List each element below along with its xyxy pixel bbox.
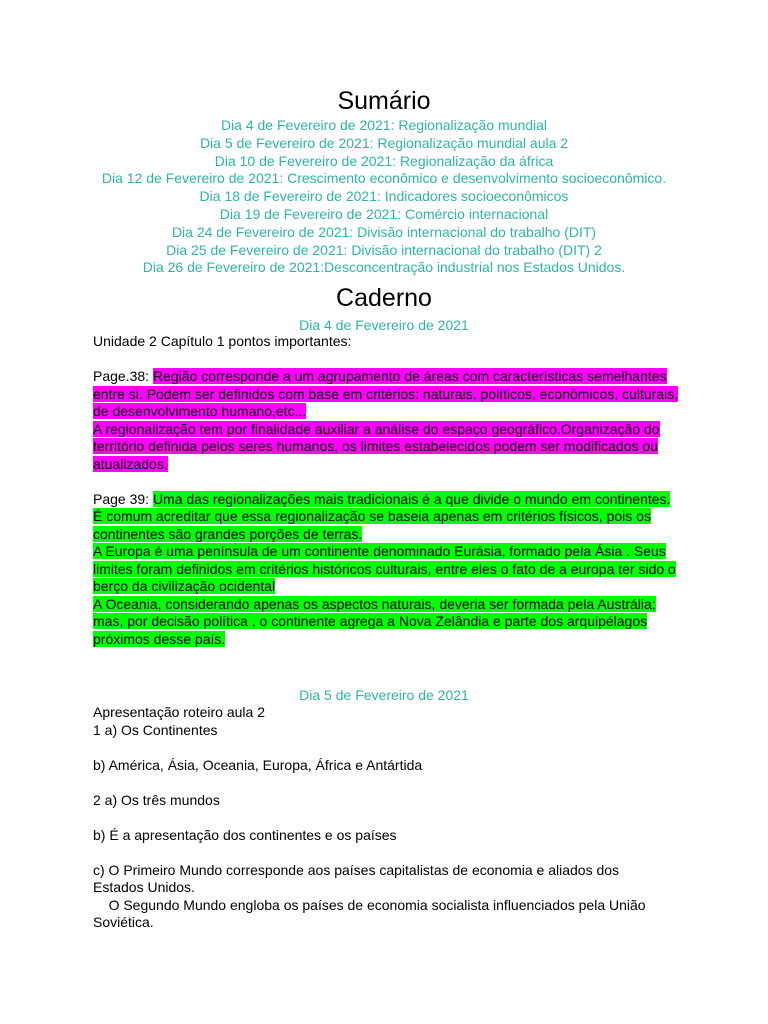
toc-link[interactable]: Dia 19 de Fevereiro de 2021: Comércio internacional bbox=[219, 205, 549, 222]
toc-link[interactable]: Dia 12 de Fevereiro de 2021: Crescimento econômico e desenvolvimento socioeconômico. bbox=[101, 170, 667, 187]
highlighted-text: Região corresponde a um agrupamento de áreas com características semelhantes entre si. Podem ser definidos com base em critérios: naturais, políticos, econômicos, culturais, de desenvolvimento humano,etc... bbox=[93, 368, 679, 419]
highlighted-text: Uma das regionalizações mais tradicionais é a que divide o mundo em continentes. É comum acreditar que essa regionalização se baseia apenas em critérios físicos, pois os continentes são grandes porções de terras. bbox=[93, 490, 671, 542]
spacer bbox=[93, 351, 683, 369]
highlighted-text: A regionalização tem por finalidade auxiliar a análise do espaço geográfico.Organização do território definida pelos seres humanos, os limites estabelecidos podem ser modificados ou atualizados. bbox=[93, 420, 660, 472]
note-line: O Segundo Mundo engloba os países de economia socialista influenciados pela União Soviética. bbox=[93, 896, 650, 930]
section-date: Dia 5 de Fevereiro de 2021 bbox=[299, 687, 469, 703]
day1-notes bbox=[93, 333, 683, 648]
notebook-title: Caderno bbox=[336, 284, 432, 312]
toc-link[interactable]: Dia 25 de Fevereiro de 2021: Divisão internacional do trabalho (DIT) 2 bbox=[166, 241, 602, 258]
toc-link[interactable]: Dia 24 de Fevereiro de 2021: Divisão internacional do trabalho (DIT) bbox=[171, 223, 597, 240]
page38-label: Page.38: bbox=[93, 368, 153, 384]
page38-note-2 bbox=[93, 421, 683, 474]
toc-link[interactable]: Dia 10 de Fevereiro de 2021: Regionalização da áfrica bbox=[214, 152, 554, 169]
note-line: 2 a) Os três mundos bbox=[93, 791, 220, 808]
toc-link[interactable]: Dia 26 de Fevereiro de 2021:Desconcentração industrial nos Estados Unidos. bbox=[142, 259, 626, 276]
table-of-contents bbox=[0, 117, 768, 277]
note-line: b) América, Ásia, Oceania, Europa, África e Antártida bbox=[93, 756, 423, 773]
page39-label: Page 39: bbox=[93, 490, 153, 507]
spacer bbox=[93, 739, 683, 757]
note-line: Apresentação roteiro aula 2 bbox=[93, 704, 265, 720]
toc-link[interactable]: Dia 4 de Fevereiro de 2021: Regionalização mundial bbox=[220, 117, 548, 133]
unit-intro: Unidade 2 Capítulo 1 pontos importantes: bbox=[93, 333, 352, 349]
page39-note bbox=[93, 491, 683, 544]
toc-link[interactable]: Dia 5 de Fevereiro de 2021: Regionalização mundial aula 2 bbox=[199, 134, 569, 151]
page39-note-2 bbox=[93, 543, 683, 596]
page38-note bbox=[93, 368, 683, 421]
spacer bbox=[93, 809, 683, 827]
section-date: Dia 4 de Fevereiro de 2021 bbox=[299, 317, 469, 333]
spacer bbox=[93, 473, 683, 491]
page39-note-3 bbox=[93, 596, 683, 649]
note-line: 1 a) Os Continentes bbox=[93, 721, 218, 738]
spacer bbox=[93, 774, 683, 792]
note-line: b) É a apresentação dos continentes e os países bbox=[93, 826, 397, 843]
spacer bbox=[93, 844, 683, 862]
summary-title: Sumário bbox=[337, 87, 431, 115]
day2-notes bbox=[93, 704, 683, 932]
highlighted-text: A Oceania, considerando apenas os aspectos naturais, deveria ser formada pela Austrália; mas, por decisão política , o continente agrega a Nova Zelândia e parte dos arquipélagos próximos desse país. bbox=[93, 595, 656, 647]
highlighted-text: A Europa é uma península de um continente denominado Eurásia, formado pela Ásia . Seus limites foram definidos em critérios históricos culturais, entre eles o fato de a europa ter sido o berço da civilização ocidental bbox=[93, 543, 676, 594]
note-line: c) O Primeiro Mundo corresponde aos países capitalistas de economia e aliados dos Estados Unidos. bbox=[93, 861, 620, 895]
toc-link[interactable]: Dia 18 de Fevereiro de 2021: Indicadores socioeconômicos bbox=[199, 188, 569, 205]
